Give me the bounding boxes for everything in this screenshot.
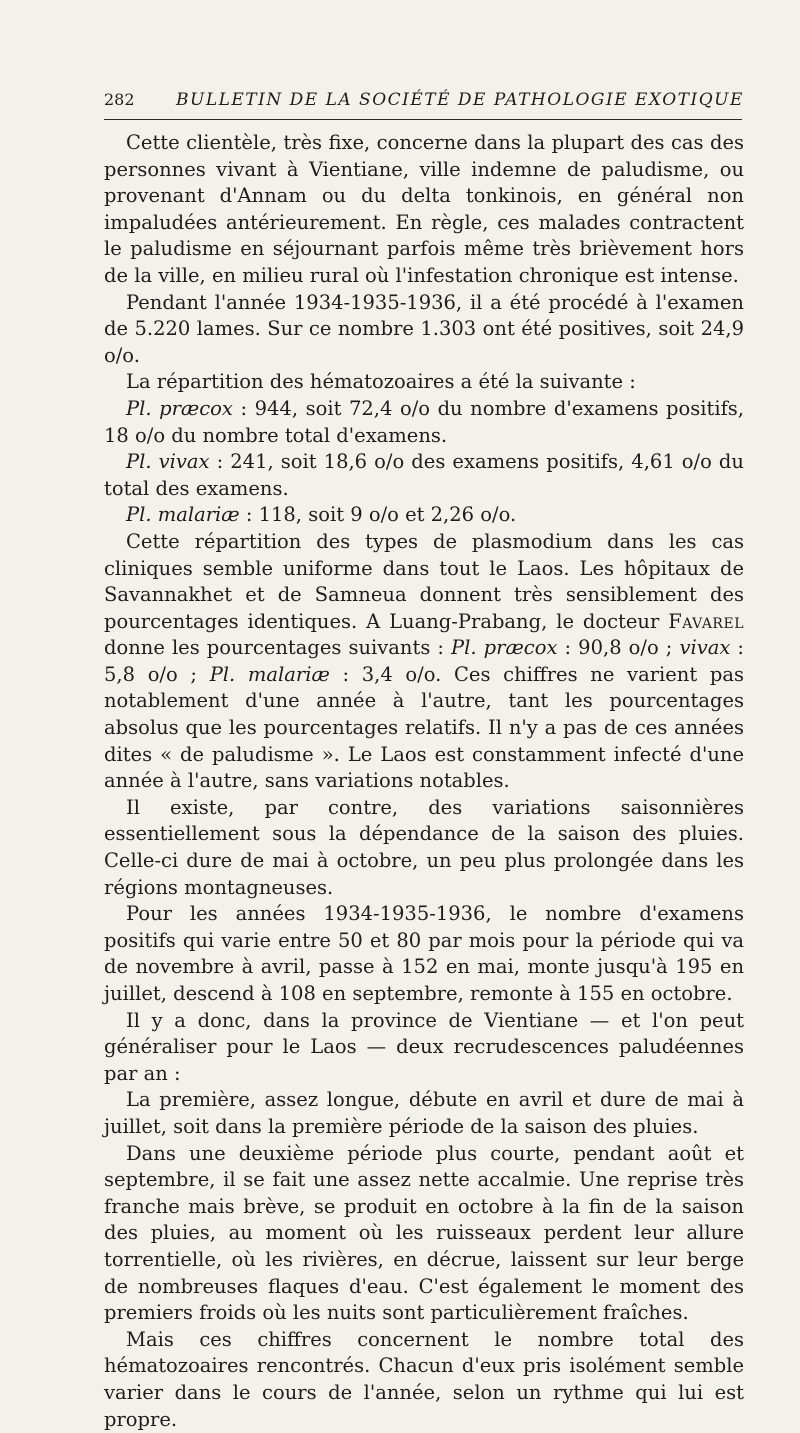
paragraph-vivax (104, 449, 744, 502)
paragraph-text: : 241, soit 18,6 o/o des examens positifs, 4,61 o/o du total des examens. (104, 450, 744, 500)
paragraph-malariae (104, 502, 744, 529)
doctor-name: Favarel (668, 609, 744, 633)
paragraph-text: : 3,4 o/o. Ces chiffres ne varient pas notablement d'une année à l'autre, tant les pourcentages absolus que les pourcentages relatifs. Il n'y a pas de ces années dites « de paludisme ». Le Laos est constamment infecté d'une année à l'autre, sans variations notables. (104, 662, 744, 793)
paragraph-text: Cette répartition des types de plasmodium dans les cas cliniques semble uniforme dans tout le Laos. Les hôpitaux de Savannakhet et de Samneua donnent très sensiblement des pourcentages identiques. A Luang-Prabang, le docteur (104, 529, 744, 633)
paragraph-conclusion: Mais ces chiffres concernent le nombre total des hématozoaires rencontrés. Chacun d'eux pris isolément semble varier dans le cours de l'année, selon un rythme qui lui est propre. (104, 1327, 744, 1431)
paragraph-text: donne les pourcentages suivants : (104, 636, 452, 660)
species-name: Pl. malariæ (209, 662, 330, 686)
paragraph-text: : 118, soit 9 o/o et 2,26 o/o. (239, 503, 517, 527)
paragraph-text: : 5,8 o/o ; (104, 636, 744, 686)
header-rule (104, 119, 742, 120)
species-name: Pl. præcox (126, 396, 233, 420)
paragraph-text: : 944, soit 72,4 o/o du nombre d'examens positifs, 18 o/o du nombre total d'examens. (104, 396, 745, 447)
species-name: Pl. præcox (451, 636, 558, 660)
species-name: Pl. vivax (126, 450, 210, 474)
paragraph-monthly-counts: Pour les années 1934-1935-1936, le nombre d'examens positifs qui varie entre 50 et 80 par mois pour la période qui va de novembre à avril, passe à 152 en mai, monte jusqu'à 195 en juillet, descend à 108 en septembre, remonte à 155 en octobre. (104, 902, 744, 1005)
running-title: BULLETIN DE LA SOCIÉTÉ DE PATHOLOGIE EXOTIQUE (176, 90, 744, 110)
paragraph-examinations: Pendant l'année 1934-1935-1936, il a été procédé à l'examen de 5.220 lames. Sur ce nombre 1.303 ont été positives, soit 24,9 o/o. (104, 290, 744, 367)
page-header (104, 90, 744, 116)
paragraph-second-period: Dans une deuxième période plus courte, pendant août et septembre, il se fait une assez nette accalmie. Une reprise très franche mais brève, se produit en octobre à la fin de la saison des pluies, au moment où les ruisseaux perdent leur allure torrentielle, où les rivières, en décrue, laissent sur leur berge de nombreuses flaques d'eau. C'est également le moment des premiers froids où les nuits sont particulièrement fraîches. (104, 1141, 744, 1325)
paragraph-laos-distribution (104, 529, 744, 795)
paragraph-seasonal-variations: Il existe, par contre, des variations saisonnières essentiellement sous la dépendance de la saison des pluies. Celle-ci dure de mai à octobre, un peu plus prolongée dans les régions montagneuses. (104, 795, 744, 899)
article-body (104, 130, 744, 1433)
page-number: 282 (104, 90, 135, 109)
paragraph-text: : 90,8 o/o ; (557, 636, 680, 660)
paragraph-clientele: Cette clientèle, très fixe, concerne dans la plupart des cas des personnes vivant à Vientiane, ville indemne de paludisme, ou provenant d'Annam ou du delta tonkinois, en général non impaludées antérieurement. En règle, ces malades contractent le paludisme en séjournant parfois même très brièvement hors de la ville, en milieu rural où l'infestation chronique est intense. (104, 131, 744, 287)
paragraph-distribution-intro: La répartition des hématozoaires a été la suivante : (126, 370, 636, 394)
species-name: Pl. malariæ (126, 503, 240, 527)
species-name: vivax (679, 636, 731, 660)
paragraph-praecox (104, 396, 744, 449)
paragraph-recrudescences: Il y a donc, dans la province de Vientiane — et l'on peut généraliser pour le Laos — deux recrudescences paludéennes par an : (104, 1008, 744, 1085)
paragraph-first-period: La première, assez longue, débute en avril et dure de mai à juillet, soit dans la première période de la saison des pluies. (104, 1088, 744, 1138)
